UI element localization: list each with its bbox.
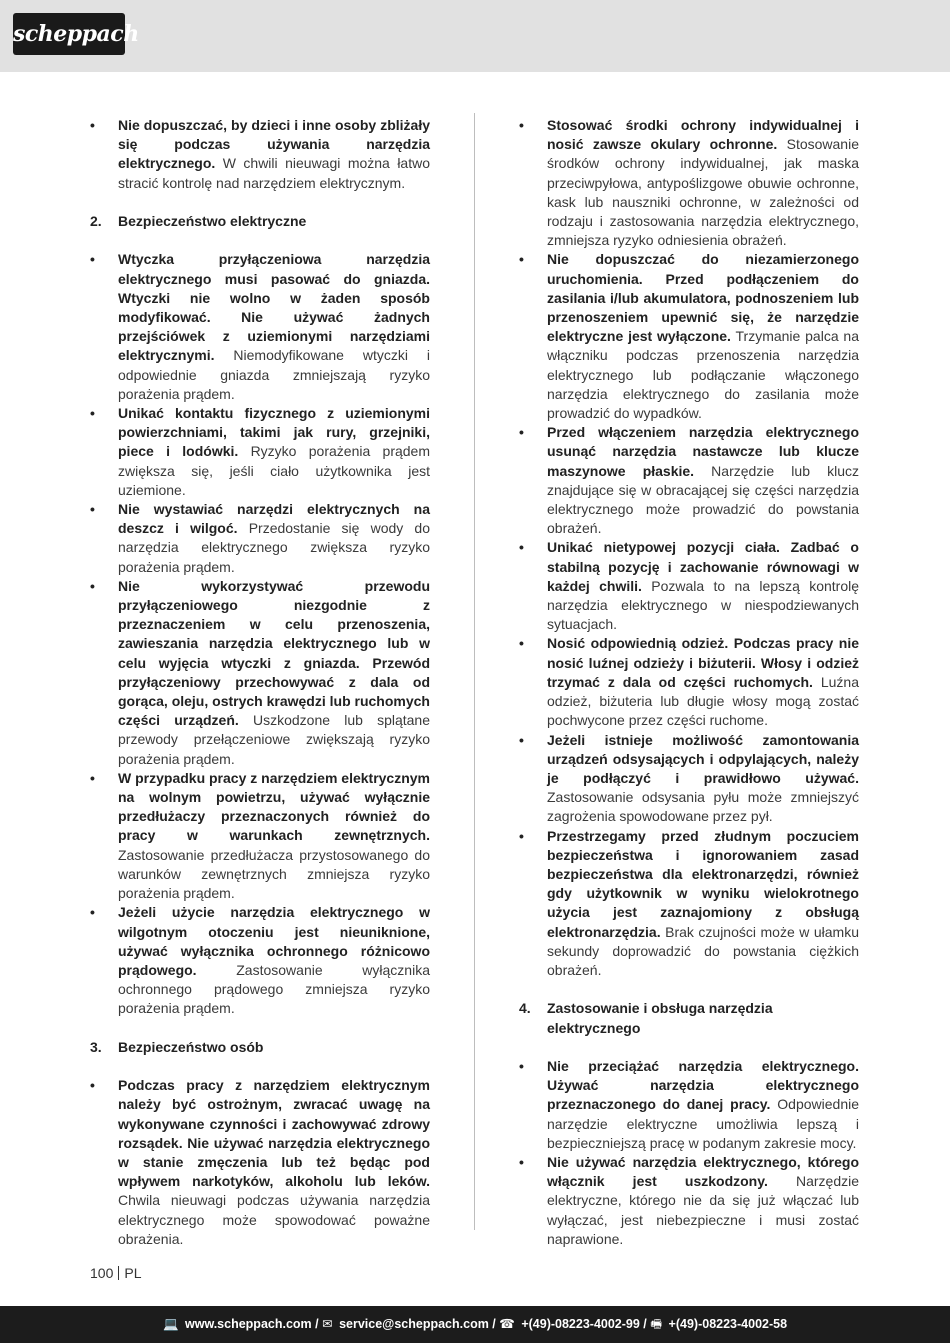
item-text: Odpowiednie narzędzie elektryczne umożliwia lepszą i bezpieczniejszą pracę w podanym zakresie mocy. — [547, 1096, 859, 1151]
item-bold-text: Podczas pracy z narzędziem elektrycznym należy być ostrożnym, zwracać uwagę na wykonywane czynności i zachowywać zdrowy rozsądek. Nie używać narzędzia elektrycznego w stanie zmęczenia lub też będąc pod wpływem narkotyków, alkoholu lub leków. — [118, 1077, 430, 1190]
item-text: Ryzyko porażenia prądem zwiększa się, jeśli ciało użytkownika jest uziemione. — [118, 443, 431, 498]
bullet-marker: • — [519, 117, 524, 133]
bullet-marker: • — [90, 1077, 95, 1094]
list-item — [90, 500, 430, 577]
item-text: W chwili nieuwagi można łatwo stracić kontrolę nad narzędziem elektrycznym. — [118, 155, 430, 191]
item-text: Stosowanie środków ochrony indywidualnej, jak maska przeciwpyłowa, antypoślizgowe obuwie ochronne, kask lub nauszniki ochronne, w zależności od rodzaju i zastosowania narzędzia elektrycznego, zmniejsza ryzyko odniesienia obrażeń. — [547, 136, 859, 249]
item-bold-text: Przestrzegamy przed złudnym poczuciem bezpieczeństwa i ignorowaniem zasad bezpieczeństwa dla elektronarzędzi, również gdy użytkownik w wyniku wielokrotnego użycia jest zaznajomiony z obsługą elektronarzędzia. — [547, 827, 859, 940]
item-bold-text: Stosować środki ochrony indywidualnej i nosić zawsze okulary ochronne. — [547, 117, 859, 153]
item-text: Trzymanie palca na włączniku podczas przenoszenia narzędzia elektrycznego lub podłączanie włączonego narzędzia elektrycznego do zasilania może prowadzić do wypadków. — [547, 328, 859, 422]
right-column — [519, 116, 859, 1249]
section-number: 2. — [90, 213, 102, 229]
item-bold-text: Jeżeli użycie narzędzia elektrycznego w wilgotnym otoczeniu jest nieuniknione, używać wyłącznika ochronnego różnicowo prądowego. — [118, 904, 430, 978]
page-number-value: 100 — [90, 1265, 114, 1281]
item-bold-text: Przed włączeniem narzędzia elektrycznego usunąć narzędzia nastawcze lub klucze maszynowe płaskie. — [547, 424, 859, 479]
fax-icon: 🖷 — [650, 1317, 663, 1331]
section-heading — [519, 999, 859, 1037]
bullet-marker: • — [90, 501, 95, 518]
header-bar — [0, 0, 950, 72]
section-heading — [90, 1038, 430, 1057]
item-text: Luźna odzież, biżuteria lub długie włosy mogą zostać pochwycone przez części ruchome. — [547, 673, 859, 729]
item-bold-text: Wtyczka przyłączeniowa narzędzia elektrycznego musi pasować do gniazda. Wtyczki nie wolno w żaden sposób modyfikować. Nie używać żadnych przejściówek z uziemionymi narzędziami elektrycznymi. — [118, 251, 430, 364]
item-bold-text: Unikać nietypowej pozycji ciała. Zadbać o stabilną pozycję i zachowanie równowagi w każdej chwili. — [547, 539, 859, 594]
phone-number: +(49)-08223-4002-99 / — [521, 1317, 647, 1331]
footer-contact-bar — [0, 1306, 950, 1343]
item-text: Uszkodzone lub splątane przewody przełączeniowe zwiększają ryzyko porażenia prądem. — [118, 712, 430, 767]
bullet-marker: • — [90, 251, 95, 268]
bullet-marker: • — [519, 827, 524, 844]
list-item — [90, 1076, 430, 1249]
bullet-marker: • — [519, 635, 524, 652]
bullet-marker: • — [90, 117, 95, 133]
bullet-marker: • — [90, 577, 95, 594]
section-title: Zastosowanie i obsługa narzędzia elektrycznego — [547, 1000, 773, 1036]
item-bold-text: Nie przeciążać narzędzia elektrycznego. Używać narzędzia elektrycznego przeznaczonego do danej pracy. — [547, 1057, 859, 1113]
list-item — [90, 404, 430, 500]
item-bold-text: Jeżeli istnieje możliwość zamontowania urządzeń odsysających i odpylających, należy je podłączyć i prawidłowo używać. — [547, 731, 859, 786]
bullet-marker: • — [519, 731, 524, 748]
bullet-marker: • — [90, 405, 95, 422]
list-item — [90, 116, 430, 193]
item-bold-text: Nosić odpowiednią odzież. Podczas pracy nie nosić luźnej odzieży i biżuterii. Włosy i odzież trzymać z dala od części ruchomych. — [547, 635, 859, 690]
list-item — [90, 903, 430, 1018]
item-text: Pozwala to na lepszą kontrolę narzędzia elektrycznego w niespodziewanych sytuacjach. — [547, 577, 859, 633]
list-item — [519, 1153, 859, 1249]
item-text: Zastosowanie wyłącznika ochronnego prądowego zmniejsza ryzyko porażenia prądem. — [118, 961, 430, 1017]
bullet-marker: • — [519, 1057, 524, 1074]
item-bold-text: Nie dopuszczać, by dzieci i inne osoby zbliżały się podczas używania narzędzia elektrycznego. — [118, 117, 430, 172]
computer-icon: 💻 — [162, 1317, 179, 1331]
item-text: Niemodyfikowane wtyczki i odpowiednie gniazda zmniejszają ryzyko porażenia prądem. — [118, 347, 430, 402]
bullet-marker: • — [519, 251, 524, 268]
section-number: 3. — [90, 1038, 102, 1055]
list-item — [90, 769, 430, 903]
list-item — [519, 423, 859, 538]
list-item — [519, 250, 859, 423]
item-text: Brak czujności może w ułamku sekundy doprowadzić do powstania ciężkich obrażeń. — [547, 923, 859, 978]
list-item — [90, 577, 430, 769]
item-bold-text: Nie wystawiać narzędzi elektrycznych na deszcz i wilgoć. — [118, 501, 430, 537]
list-item — [519, 1057, 859, 1153]
phone-icon: ☎ — [499, 1317, 515, 1331]
list-item — [519, 634, 859, 730]
list-item — [90, 250, 430, 404]
item-bold-text: W przypadku pracy z narzędziem elektrycznym na wolnym powietrzu, używać wyłącznie przedłużaczy przeznaczonych również do pracy w warunkach zewnętrznych. — [118, 769, 430, 844]
list-item — [519, 538, 859, 634]
list-item — [519, 116, 859, 250]
item-bold-text: Nie dopuszczać do niezamierzonego uruchomienia. Przed podłączeniem do zasilania i/lub akumulatora, podnoszeniem lub przenoszeniem upewnić się, że narzędzie elektryczne jest wyłączone. — [547, 251, 859, 345]
scheppach-logo: scheppach — [13, 13, 125, 55]
item-bold-text: Unikać kontaktu fizycznego z uziemionymi powierzchniami, takimi jak rury, grzejniki, piece i lodówki. — [118, 405, 430, 460]
item-bold-text: Nie wykorzystywać przewodu przyłączeniowego niezgodnie z przeznaczeniem w celu przenoszenia, zawieszania narzędzia elektrycznego lub w celu wyjęcia wtyczki z gniazda. Przewód przyłączeniowy przechowywać z dala od gorąca, oleju, ostrych krawędzi lub ruchomych części urządzeń. — [118, 577, 430, 729]
bullet-marker: • — [90, 904, 95, 921]
email-icon: ✉ — [322, 1317, 333, 1331]
left-column — [90, 116, 430, 1249]
item-text: Chwila nieuwagi podczas używania narzędzia elektrycznego może spowodować poważne obrażenia. — [118, 1192, 430, 1247]
list-item — [519, 827, 859, 981]
section-number: 4. — [519, 1000, 531, 1017]
list-item — [519, 731, 859, 827]
item-text: Zastosowanie odsysania pyłu może zmniejszyć zagrożenia spowodowane przez pył. — [547, 789, 859, 825]
bullet-marker: • — [519, 1153, 524, 1170]
bullet-marker: • — [90, 769, 95, 786]
website-link[interactable]: www.scheppach.com / — [185, 1317, 319, 1331]
item-bold-text: Nie używać narzędzia elektrycznego, którego włącznik jest uszkodzony. — [547, 1153, 859, 1190]
page-number — [90, 1265, 141, 1281]
page-language: PL — [124, 1265, 142, 1281]
item-text: Narzędzie lub klucz znajdujące się w obracającej się części narzędzia elektrycznego może prowadzić do powstania obrażeń. — [547, 462, 859, 537]
item-text: Przedostanie się wody do narzędzia elektrycznego zwiększa ryzyko porażenia prądem. — [118, 520, 430, 575]
section-title: Bezpieczeństwo elektryczne — [118, 213, 307, 229]
bullet-marker: • — [519, 539, 524, 556]
section-title: Bezpieczeństwo osób — [118, 1038, 264, 1055]
bullet-marker: • — [519, 424, 524, 441]
column-divider — [474, 113, 475, 1230]
item-text: Narzędzie elektryczne, którego nie da się już włączać lub wyłączać, jest niebezpieczne i musi zostać naprawione. — [547, 1173, 860, 1247]
fax-number: +(49)-08223-4002-58 — [668, 1317, 788, 1331]
section-heading — [90, 212, 430, 231]
item-text: Zastosowanie przedłużacza przystosowanego do warunków zewnętrznych zmniejsza ryzyko porażenia prądem. — [118, 846, 430, 902]
email-link[interactable]: service@scheppach.com / — [339, 1317, 496, 1331]
